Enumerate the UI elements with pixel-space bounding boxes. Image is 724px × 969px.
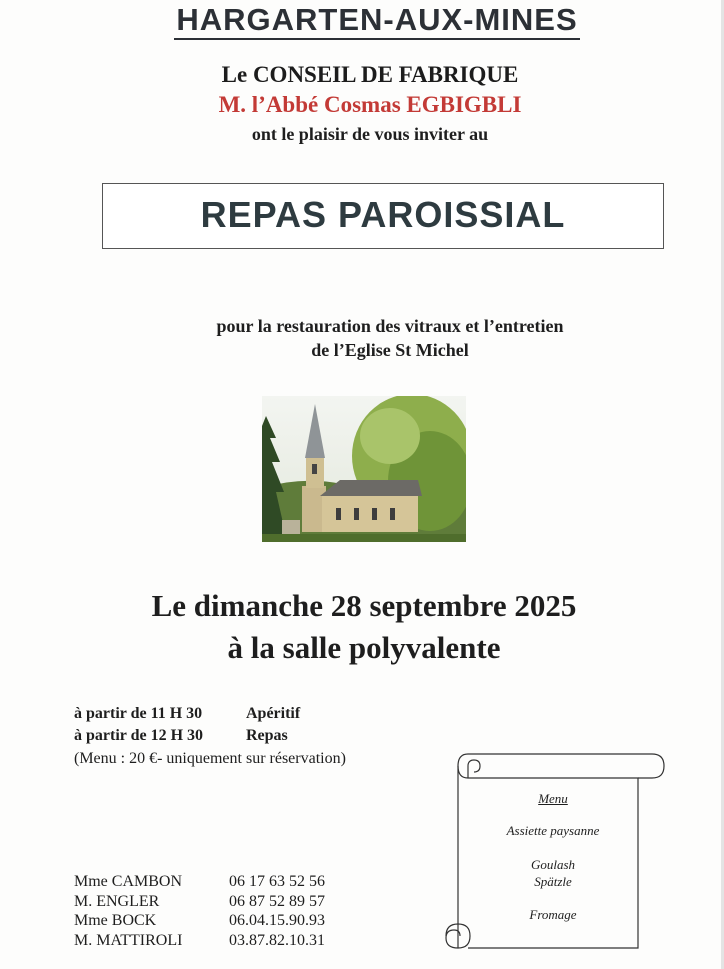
contact-phone: 03.87.82.10.31	[229, 931, 325, 949]
contact-phone: 06 17 63 52 56	[229, 873, 325, 890]
event-venue: à la salle polyvalente	[227, 630, 501, 665]
council-line: Le CONSEIL DE FABRIQUE	[221, 62, 519, 87]
schedule-aperitif	[74, 705, 300, 723]
menu-title: Menu	[538, 791, 568, 806]
contact-row	[74, 911, 325, 931]
menu-item: Goulash	[530, 857, 576, 872]
contact-row	[74, 931, 325, 951]
menu-item: Assiette paysanne	[506, 823, 600, 838]
church-photo	[262, 396, 466, 542]
event-title-box	[102, 183, 664, 249]
event-date: Le dimanche 28 septembre 2025	[151, 588, 577, 623]
contact-phone: 06 87 52 89 57	[229, 892, 325, 910]
schedule-label: Repas	[246, 727, 288, 744]
price-note: (Menu : 20 €- uniquement sur réservation)	[74, 750, 346, 767]
town-title: HARGARTEN-AUX-MINES	[0, 2, 724, 38]
schedule-label: Apéritif	[246, 705, 301, 722]
schedule-meal	[74, 727, 288, 745]
contact-name: M. MATTIROLI	[74, 931, 183, 949]
menu-item: Spätzle	[534, 874, 572, 889]
contact-row	[74, 892, 325, 912]
menu-item: Fromage	[529, 907, 577, 922]
event-title: REPAS PAROISSIAL	[200, 194, 566, 235]
schedule-time: à partir de 12 H 30	[74, 727, 204, 744]
contact-name: M. ENGLER	[74, 892, 160, 910]
purpose-line-1: pour la restauration des vitraux et l’entretien	[216, 316, 564, 336]
contact-phone: 06.04.15.90.93	[229, 912, 325, 929]
contact-name: Mme BOCK	[74, 912, 157, 929]
contact-name: Mme CAMBON	[74, 873, 183, 890]
purpose-line-2: de l’Eglise St Michel	[311, 340, 469, 360]
invite-line: ont le plaisir de vous inviter au	[251, 124, 489, 144]
contact-list	[74, 872, 325, 950]
priest-name: M. l’Abbé Cosmas EGBIGBLI	[218, 92, 522, 117]
contact-row	[74, 872, 325, 892]
schedule-time: à partir de 11 H 30	[74, 705, 203, 722]
